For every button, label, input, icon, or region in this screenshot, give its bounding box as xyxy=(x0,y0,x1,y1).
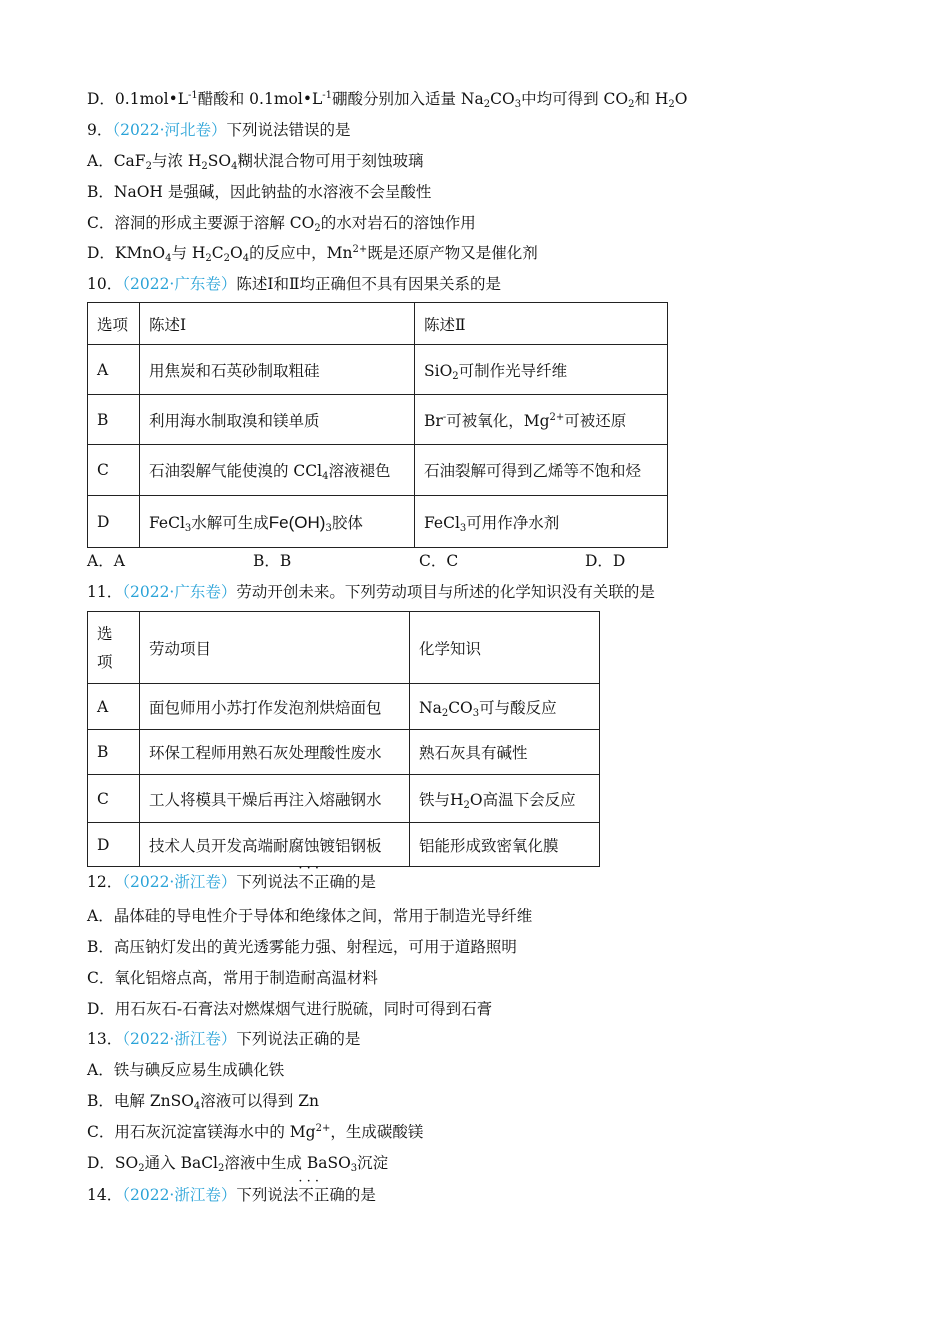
statement-2-cell: 石油裂解可得到乙烯等不饱和烃 xyxy=(415,445,668,496)
q12-option-c: C．氧化铝熔点高，常用于制造耐高温材料 xyxy=(87,969,378,987)
q12-stem: 12．（2022·浙江卷）下列说法· · · 不正确的是 xyxy=(87,872,376,892)
header-cell: 陈述Ⅰ xyxy=(140,303,415,345)
q11-stem: 11．（2022·广东卷）劳动开创未来。下列劳动项目与所述的化学知识没有关联的是 xyxy=(87,583,655,601)
option-cell: B xyxy=(88,395,140,445)
q9-source: （2022·河北卷） xyxy=(112,121,227,139)
option-c: C．C xyxy=(419,552,459,570)
table-row xyxy=(88,395,668,445)
statement-2-cell: SiO$_2$可制作光导纤维 xyxy=(415,345,668,395)
header-cell: 选项 xyxy=(88,303,140,345)
table-row xyxy=(88,445,668,496)
header-cell: 陈述Ⅱ xyxy=(415,303,668,345)
option-cell: B xyxy=(88,730,140,775)
q8-option-d: D．$0.1mol•L^{-1}$醋酸和 $0.1mol•L^{-1}$硼酸分别加入适量 $Na_2CO_3$中均可得到 $CO_2$和 $H_2O$ xyxy=(87,90,688,110)
q13-option-c: C．用石灰沉淀富镁海水中的 $Mg^{2+}$，生成碳酸镁 xyxy=(87,1123,424,1141)
q10-stem: 10．（2022·广东卷）陈述Ⅰ和Ⅱ均正确但不具有因果关系的是 xyxy=(87,275,502,293)
q12-option-d: D．用石灰石-石膏法对燃煤烟气进行脱硫，同时可得到石膏 xyxy=(87,1000,493,1018)
table-row xyxy=(88,345,668,395)
table-row xyxy=(88,823,600,867)
labor-cell: 面包师用小苏打作发泡剂烘焙面包 xyxy=(140,684,410,730)
q14-source: （2022·浙江卷） xyxy=(122,1186,237,1204)
emphasis-dots: · · · 不正确 xyxy=(298,872,345,892)
option-a: A．A xyxy=(87,552,125,570)
q14-stem: 14．（2022·浙江卷）下列说法· · · 不正确的是 xyxy=(87,1185,376,1205)
q12-option-b: B．高压钠灯发出的黄光透雾能力强、射程远，可用于道路照明 xyxy=(87,938,517,956)
q13-option-b: B．电解 ZnSO$_4$溶液可以得到 Zn xyxy=(87,1092,319,1112)
statement-1-cell: 石油裂解气能使溴的 CCl$_4$溶液褪色 xyxy=(140,445,415,496)
q9-option-c: C．溶洞的形成主要源于溶解 $CO_2$的水对岩石的溶蚀作用 xyxy=(87,214,476,234)
option-cell: D xyxy=(88,496,140,548)
q9-option-a: A．CaF$_2$与浓 $H_2SO_4$糊状混合物可用于刻蚀玻璃 xyxy=(87,152,424,172)
table-row xyxy=(88,496,668,548)
q9-option-d: D．KMnO$_4$与 $H_2C_2O_4$的反应中，$Mn^{2+}$既是还原产物又是催化剂 xyxy=(87,244,538,264)
statement-2-cell: Br-可被氧化，$Mg^{2+}$可被还原 xyxy=(415,395,668,445)
q12-source: （2022·浙江卷） xyxy=(122,873,237,891)
q10-table xyxy=(87,302,668,548)
table-row xyxy=(88,775,600,823)
statement-1-cell: FeCl$_3$水解可生成$Fe(OH)_3$胶体 xyxy=(140,496,415,548)
q13-option-a: A．铁与碘反应易生成碘化铁 xyxy=(87,1061,285,1079)
labor-cell: 技术人员开发高端耐腐蚀镀铝钢板 xyxy=(140,823,410,867)
statement-1-cell: 用焦炭和石英砂制取粗硅 xyxy=(140,345,415,395)
q13-stem: 13．（2022·浙江卷）下列说法正确的是 xyxy=(87,1030,361,1048)
table-header-row xyxy=(88,612,600,684)
statement-1-cell: 利用海水制取溴和镁单质 xyxy=(140,395,415,445)
knowledge-cell: 铁与$H_2O$高温下会反应 xyxy=(410,775,600,823)
table-header-row xyxy=(88,303,668,345)
header-cell: 化学知识 xyxy=(410,612,600,684)
option-d: D．D xyxy=(585,552,626,570)
labor-cell: 环保工程师用熟石灰处理酸性废水 xyxy=(140,730,410,775)
table-row xyxy=(88,684,600,730)
emphasis-dots: · · · 不正确 xyxy=(298,1185,345,1205)
knowledge-cell: 熟石灰具有碱性 xyxy=(410,730,600,775)
table-row xyxy=(88,730,600,775)
option-cell: C xyxy=(88,775,140,823)
q11-table xyxy=(87,611,600,867)
option-b: B．B xyxy=(253,552,292,570)
option-cell: A xyxy=(88,684,140,730)
q10-source: （2022·广东卷） xyxy=(122,275,237,293)
q11-source: （2022·广东卷） xyxy=(122,583,237,601)
option-cell: D xyxy=(88,823,140,867)
statement-2-cell: FeCl$_3$可用作净水剂 xyxy=(415,496,668,548)
q12-option-a: A．晶体硅的导电性介于导体和绝缘体之间，常用于制造光导纤维 xyxy=(87,907,533,925)
q13-source: （2022·浙江卷） xyxy=(122,1030,237,1048)
option-cell: C xyxy=(88,445,140,496)
header-cell: 选 项 xyxy=(88,612,140,684)
knowledge-cell: $Na_2CO_3$可与酸反应 xyxy=(410,684,600,730)
q10-options xyxy=(87,551,751,571)
q13-option-d: D．$SO_2$通入 BaCl$_2$溶液中生成 BaSO$_3$沉淀 xyxy=(87,1154,389,1174)
header-cell: 劳动项目 xyxy=(140,612,410,684)
q9-stem: 9．（2022·河北卷）下列说法错误的是 xyxy=(87,121,351,139)
labor-cell: 工人将模具干燥后再注入熔融钢水 xyxy=(140,775,410,823)
knowledge-cell: 铝能形成致密氧化膜 xyxy=(410,823,600,867)
q9-option-b: B．NaOH 是强碱，因此钠盐的水溶液不会呈酸性 xyxy=(87,183,432,201)
option-cell: A xyxy=(88,345,140,395)
